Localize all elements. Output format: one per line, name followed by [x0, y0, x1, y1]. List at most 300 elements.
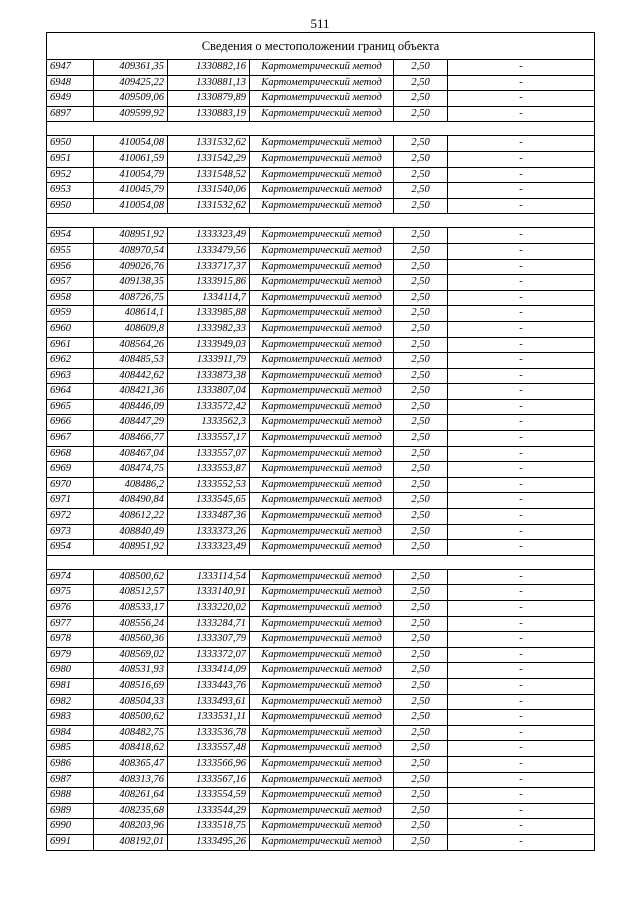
- table-row: [47, 243, 595, 259]
- point-number-cell: 6951: [47, 151, 94, 167]
- y-coordinate-cell: 1333553,87: [168, 462, 250, 478]
- y-coordinate-cell: 1330881,13: [168, 75, 250, 91]
- y-coordinate-cell: 1330879,89: [168, 91, 250, 107]
- point-number-cell: 6986: [47, 756, 94, 772]
- x-coordinate-cell: 410045,79: [94, 183, 168, 199]
- description-cell: -: [448, 710, 595, 726]
- x-coordinate-cell: 408482,75: [94, 725, 168, 741]
- method-cell: Картометрический метод: [250, 290, 394, 306]
- y-coordinate-cell: 1333807,04: [168, 384, 250, 400]
- x-coordinate-cell: 408421,36: [94, 384, 168, 400]
- x-coordinate-cell: 408614,1: [94, 306, 168, 322]
- method-cell: Картометрический метод: [250, 741, 394, 757]
- y-coordinate-cell: 1333567,16: [168, 772, 250, 788]
- precision-cell: 2,50: [394, 399, 448, 415]
- description-cell: -: [448, 151, 595, 167]
- table-row: [47, 678, 595, 694]
- description-cell: -: [448, 725, 595, 741]
- y-coordinate-cell: 1333552,53: [168, 477, 250, 493]
- y-coordinate-cell: 1333911,79: [168, 353, 250, 369]
- point-number-cell: 6963: [47, 368, 94, 384]
- table-row: [47, 663, 595, 679]
- table-row: [47, 756, 595, 772]
- y-coordinate-cell: 1333572,42: [168, 399, 250, 415]
- description-cell: -: [448, 601, 595, 617]
- method-cell: Картометрический метод: [250, 678, 394, 694]
- description-cell: -: [448, 167, 595, 183]
- y-coordinate-cell: 1333544,29: [168, 803, 250, 819]
- method-cell: Картометрический метод: [250, 819, 394, 835]
- precision-cell: 2,50: [394, 321, 448, 337]
- method-cell: Картометрический метод: [250, 493, 394, 509]
- method-cell: Картометрический метод: [250, 663, 394, 679]
- table-row: [47, 259, 595, 275]
- table-row: [47, 788, 595, 804]
- precision-cell: 2,50: [394, 477, 448, 493]
- description-cell: -: [448, 663, 595, 679]
- description-cell: -: [448, 819, 595, 835]
- x-coordinate-cell: 408486,2: [94, 477, 168, 493]
- precision-cell: 2,50: [394, 524, 448, 540]
- table-row: [47, 290, 595, 306]
- method-cell: Картометрический метод: [250, 803, 394, 819]
- table-row: [47, 368, 595, 384]
- table-row: [47, 741, 595, 757]
- precision-cell: 2,50: [394, 275, 448, 291]
- y-coordinate-cell: 1333495,26: [168, 834, 250, 850]
- table-row: [47, 306, 595, 322]
- y-coordinate-cell: 1333949,03: [168, 337, 250, 353]
- point-number-cell: 6979: [47, 647, 94, 663]
- y-coordinate-cell: 1333323,49: [168, 540, 250, 556]
- precision-cell: 2,50: [394, 431, 448, 447]
- y-coordinate-cell: 1331540,06: [168, 183, 250, 199]
- point-number-cell: 6972: [47, 509, 94, 525]
- precision-cell: 2,50: [394, 462, 448, 478]
- description-cell: -: [448, 106, 595, 122]
- point-number-cell: 6977: [47, 616, 94, 632]
- x-coordinate-cell: 408500,62: [94, 710, 168, 726]
- x-coordinate-cell: 408609,8: [94, 321, 168, 337]
- table-row: [47, 151, 595, 167]
- group-separator-cell: [47, 214, 595, 228]
- y-coordinate-cell: 1333557,17: [168, 431, 250, 447]
- table-row: [47, 337, 595, 353]
- precision-cell: 2,50: [394, 741, 448, 757]
- precision-cell: 2,50: [394, 788, 448, 804]
- precision-cell: 2,50: [394, 585, 448, 601]
- table-row: [47, 524, 595, 540]
- y-coordinate-cell: 1333373,26: [168, 524, 250, 540]
- table-row: [47, 384, 595, 400]
- x-coordinate-cell: 408512,57: [94, 585, 168, 601]
- point-number-cell: 6897: [47, 106, 94, 122]
- group-separator-row: [47, 122, 595, 136]
- description-cell: -: [448, 415, 595, 431]
- x-coordinate-cell: 408313,76: [94, 772, 168, 788]
- precision-cell: 2,50: [394, 601, 448, 617]
- y-coordinate-cell: 1330882,16: [168, 60, 250, 76]
- x-coordinate-cell: 408466,77: [94, 431, 168, 447]
- description-cell: -: [448, 524, 595, 540]
- description-cell: -: [448, 384, 595, 400]
- precision-cell: 2,50: [394, 228, 448, 244]
- description-cell: -: [448, 368, 595, 384]
- point-number-cell: 6959: [47, 306, 94, 322]
- precision-cell: 2,50: [394, 632, 448, 648]
- precision-cell: 2,50: [394, 353, 448, 369]
- method-cell: Картометрический метод: [250, 259, 394, 275]
- table-row: [47, 446, 595, 462]
- x-coordinate-cell: 410054,08: [94, 198, 168, 214]
- x-coordinate-cell: 408446,09: [94, 399, 168, 415]
- y-coordinate-cell: 1333372,07: [168, 647, 250, 663]
- method-cell: Картометрический метод: [250, 772, 394, 788]
- y-coordinate-cell: 1333717,37: [168, 259, 250, 275]
- x-coordinate-cell: 408261,64: [94, 788, 168, 804]
- description-cell: -: [448, 60, 595, 76]
- precision-cell: 2,50: [394, 803, 448, 819]
- table-row: [47, 183, 595, 199]
- precision-cell: 2,50: [394, 368, 448, 384]
- x-coordinate-cell: 410054,08: [94, 136, 168, 152]
- table-row: [47, 321, 595, 337]
- y-coordinate-cell: 1333557,48: [168, 741, 250, 757]
- description-cell: -: [448, 228, 595, 244]
- table-row: [47, 353, 595, 369]
- point-number-cell: 6964: [47, 384, 94, 400]
- x-coordinate-cell: 408485,53: [94, 353, 168, 369]
- table-row: [47, 106, 595, 122]
- description-cell: -: [448, 462, 595, 478]
- table-row: [47, 616, 595, 632]
- method-cell: Картометрический метод: [250, 306, 394, 322]
- table-row: [47, 275, 595, 291]
- table-row: [47, 540, 595, 556]
- point-number-cell: 6978: [47, 632, 94, 648]
- precision-cell: 2,50: [394, 259, 448, 275]
- x-coordinate-cell: 408365,47: [94, 756, 168, 772]
- precision-cell: 2,50: [394, 306, 448, 322]
- precision-cell: 2,50: [394, 337, 448, 353]
- table-title: Сведения о местоположении границ объекта: [47, 33, 595, 60]
- x-coordinate-cell: 408490,84: [94, 493, 168, 509]
- x-coordinate-cell: 410054,79: [94, 167, 168, 183]
- precision-cell: 2,50: [394, 710, 448, 726]
- point-number-cell: 6962: [47, 353, 94, 369]
- description-cell: -: [448, 183, 595, 199]
- x-coordinate-cell: 408447,29: [94, 415, 168, 431]
- precision-cell: 2,50: [394, 772, 448, 788]
- x-coordinate-cell: 409425,22: [94, 75, 168, 91]
- precision-cell: 2,50: [394, 819, 448, 835]
- method-cell: Картометрический метод: [250, 415, 394, 431]
- table-row: [47, 694, 595, 710]
- precision-cell: 2,50: [394, 415, 448, 431]
- precision-cell: 2,50: [394, 569, 448, 585]
- description-cell: -: [448, 431, 595, 447]
- precision-cell: 2,50: [394, 678, 448, 694]
- point-number-cell: 6980: [47, 663, 94, 679]
- precision-cell: 2,50: [394, 243, 448, 259]
- method-cell: Картометрический метод: [250, 509, 394, 525]
- method-cell: Картометрический метод: [250, 321, 394, 337]
- description-cell: -: [448, 290, 595, 306]
- precision-cell: 2,50: [394, 290, 448, 306]
- method-cell: Картометрический метод: [250, 616, 394, 632]
- table-row: [47, 477, 595, 493]
- x-coordinate-cell: 408442,62: [94, 368, 168, 384]
- point-number-cell: 6971: [47, 493, 94, 509]
- table-row: [47, 399, 595, 415]
- method-cell: Картометрический метод: [250, 275, 394, 291]
- x-coordinate-cell: 409361,35: [94, 60, 168, 76]
- x-coordinate-cell: 409599,92: [94, 106, 168, 122]
- table-row: [47, 431, 595, 447]
- table-row: [47, 772, 595, 788]
- table-row: [47, 91, 595, 107]
- page-number: 511: [310, 16, 330, 31]
- table-row: [47, 710, 595, 726]
- x-coordinate-cell: 408474,75: [94, 462, 168, 478]
- point-number-cell: 6988: [47, 788, 94, 804]
- description-cell: -: [448, 259, 595, 275]
- x-coordinate-cell: 408533,17: [94, 601, 168, 617]
- method-cell: Картометрический метод: [250, 725, 394, 741]
- y-coordinate-cell: 1333518,75: [168, 819, 250, 835]
- y-coordinate-cell: 1333140,91: [168, 585, 250, 601]
- method-cell: Картометрический метод: [250, 136, 394, 152]
- method-cell: Картометрический метод: [250, 585, 394, 601]
- method-cell: Картометрический метод: [250, 353, 394, 369]
- method-cell: Картометрический метод: [250, 243, 394, 259]
- table-row: [47, 725, 595, 741]
- table-body: [47, 33, 595, 851]
- y-coordinate-cell: 1333982,33: [168, 321, 250, 337]
- description-cell: -: [448, 306, 595, 322]
- point-number-cell: 6984: [47, 725, 94, 741]
- x-coordinate-cell: 408612,22: [94, 509, 168, 525]
- x-coordinate-cell: 408235,68: [94, 803, 168, 819]
- point-number-cell: 6969: [47, 462, 94, 478]
- method-cell: Картометрический метод: [250, 788, 394, 804]
- y-coordinate-cell: 1333414,09: [168, 663, 250, 679]
- y-coordinate-cell: 1333479,56: [168, 243, 250, 259]
- point-number-cell: 6947: [47, 60, 94, 76]
- point-number-cell: 6974: [47, 569, 94, 585]
- y-coordinate-cell: 1333873,38: [168, 368, 250, 384]
- point-number-cell: 6950: [47, 198, 94, 214]
- method-cell: Картометрический метод: [250, 368, 394, 384]
- table-row: [47, 803, 595, 819]
- description-cell: -: [448, 678, 595, 694]
- method-cell: Картометрический метод: [250, 91, 394, 107]
- x-coordinate-cell: 408192,01: [94, 834, 168, 850]
- y-coordinate-cell: 1330883,19: [168, 106, 250, 122]
- description-cell: -: [448, 198, 595, 214]
- description-cell: -: [448, 75, 595, 91]
- y-coordinate-cell: 1331532,62: [168, 136, 250, 152]
- description-cell: -: [448, 616, 595, 632]
- table-row: [47, 569, 595, 585]
- method-cell: Картометрический метод: [250, 228, 394, 244]
- precision-cell: 2,50: [394, 663, 448, 679]
- method-cell: Картометрический метод: [250, 540, 394, 556]
- precision-cell: 2,50: [394, 106, 448, 122]
- x-coordinate-cell: 408500,62: [94, 569, 168, 585]
- point-number-cell: 6953: [47, 183, 94, 199]
- precision-cell: 2,50: [394, 446, 448, 462]
- description-cell: -: [448, 243, 595, 259]
- table-row: [47, 819, 595, 835]
- description-cell: -: [448, 632, 595, 648]
- y-coordinate-cell: 1333307,79: [168, 632, 250, 648]
- x-coordinate-cell: 408556,24: [94, 616, 168, 632]
- point-number-cell: 6970: [47, 477, 94, 493]
- x-coordinate-cell: 408467,04: [94, 446, 168, 462]
- description-cell: -: [448, 788, 595, 804]
- description-cell: -: [448, 446, 595, 462]
- x-coordinate-cell: 408726,75: [94, 290, 168, 306]
- x-coordinate-cell: 408203,96: [94, 819, 168, 835]
- precision-cell: 2,50: [394, 509, 448, 525]
- point-number-cell: 6957: [47, 275, 94, 291]
- x-coordinate-cell: 409138,35: [94, 275, 168, 291]
- description-cell: -: [448, 477, 595, 493]
- description-cell: -: [448, 756, 595, 772]
- point-number-cell: 6991: [47, 834, 94, 850]
- table-row: [47, 75, 595, 91]
- method-cell: Картометрический метод: [250, 569, 394, 585]
- precision-cell: 2,50: [394, 60, 448, 76]
- description-cell: -: [448, 772, 595, 788]
- method-cell: Картометрический метод: [250, 337, 394, 353]
- point-number-cell: 6950: [47, 136, 94, 152]
- x-coordinate-cell: 408951,92: [94, 228, 168, 244]
- table-row: [47, 228, 595, 244]
- method-cell: Картометрический метод: [250, 694, 394, 710]
- precision-cell: 2,50: [394, 91, 448, 107]
- table-row: [47, 198, 595, 214]
- method-cell: Картометрический метод: [250, 198, 394, 214]
- description-cell: -: [448, 647, 595, 663]
- description-cell: -: [448, 569, 595, 585]
- point-number-cell: 6990: [47, 819, 94, 835]
- y-coordinate-cell: 1331542,29: [168, 151, 250, 167]
- precision-cell: 2,50: [394, 725, 448, 741]
- point-number-cell: 6985: [47, 741, 94, 757]
- point-number-cell: 6989: [47, 803, 94, 819]
- precision-cell: 2,50: [394, 183, 448, 199]
- x-coordinate-cell: 408564,26: [94, 337, 168, 353]
- point-number-cell: 6968: [47, 446, 94, 462]
- table-row: [47, 509, 595, 525]
- y-coordinate-cell: 1333985,88: [168, 306, 250, 322]
- y-coordinate-cell: 1334114,7: [168, 290, 250, 306]
- x-coordinate-cell: 408516,69: [94, 678, 168, 694]
- description-cell: -: [448, 136, 595, 152]
- method-cell: Картометрический метод: [250, 834, 394, 850]
- y-coordinate-cell: 1333114,54: [168, 569, 250, 585]
- method-cell: Картометрический метод: [250, 756, 394, 772]
- description-cell: -: [448, 353, 595, 369]
- point-number-cell: 6954: [47, 228, 94, 244]
- y-coordinate-cell: 1333487,36: [168, 509, 250, 525]
- y-coordinate-cell: 1333562,3: [168, 415, 250, 431]
- method-cell: Картометрический метод: [250, 524, 394, 540]
- table-row: [47, 585, 595, 601]
- x-coordinate-cell: 408970,54: [94, 243, 168, 259]
- precision-cell: 2,50: [394, 694, 448, 710]
- method-cell: Картометрический метод: [250, 462, 394, 478]
- table-row: [47, 136, 595, 152]
- y-coordinate-cell: 1331532,62: [168, 198, 250, 214]
- y-coordinate-cell: 1333220,02: [168, 601, 250, 617]
- precision-cell: 2,50: [394, 647, 448, 663]
- method-cell: Картометрический метод: [250, 106, 394, 122]
- point-number-cell: 6983: [47, 710, 94, 726]
- table-row: [47, 601, 595, 617]
- y-coordinate-cell: 1333566,96: [168, 756, 250, 772]
- description-cell: -: [448, 493, 595, 509]
- point-number-cell: 6976: [47, 601, 94, 617]
- method-cell: Картометрический метод: [250, 384, 394, 400]
- method-cell: Картометрический метод: [250, 710, 394, 726]
- point-number-cell: 6952: [47, 167, 94, 183]
- y-coordinate-cell: 1333493,61: [168, 694, 250, 710]
- table-row: [47, 462, 595, 478]
- y-coordinate-cell: 1333284,71: [168, 616, 250, 632]
- x-coordinate-cell: 410061,59: [94, 151, 168, 167]
- point-number-cell: 6948: [47, 75, 94, 91]
- x-coordinate-cell: 408418,62: [94, 741, 168, 757]
- point-number-cell: 6960: [47, 321, 94, 337]
- precision-cell: 2,50: [394, 834, 448, 850]
- table-title-row: [47, 33, 595, 60]
- x-coordinate-cell: 409509,06: [94, 91, 168, 107]
- method-cell: Картометрический метод: [250, 399, 394, 415]
- y-coordinate-cell: 1331548,52: [168, 167, 250, 183]
- x-coordinate-cell: 409026,76: [94, 259, 168, 275]
- point-number-cell: 6965: [47, 399, 94, 415]
- method-cell: Картометрический метод: [250, 183, 394, 199]
- method-cell: Картометрический метод: [250, 75, 394, 91]
- description-cell: -: [448, 91, 595, 107]
- precision-cell: 2,50: [394, 384, 448, 400]
- table-row: [47, 60, 595, 76]
- table-row: [47, 167, 595, 183]
- precision-cell: 2,50: [394, 75, 448, 91]
- description-cell: -: [448, 509, 595, 525]
- point-number-cell: 6958: [47, 290, 94, 306]
- table-row: [47, 632, 595, 648]
- precision-cell: 2,50: [394, 540, 448, 556]
- y-coordinate-cell: 1333443,76: [168, 678, 250, 694]
- method-cell: Картометрический метод: [250, 60, 394, 76]
- description-cell: -: [448, 321, 595, 337]
- description-cell: -: [448, 275, 595, 291]
- precision-cell: 2,50: [394, 151, 448, 167]
- description-cell: -: [448, 399, 595, 415]
- point-number-cell: 6982: [47, 694, 94, 710]
- y-coordinate-cell: 1333536,78: [168, 725, 250, 741]
- x-coordinate-cell: 408840,49: [94, 524, 168, 540]
- precision-cell: 2,50: [394, 167, 448, 183]
- description-cell: -: [448, 540, 595, 556]
- point-number-cell: 6973: [47, 524, 94, 540]
- table-row: [47, 834, 595, 850]
- y-coordinate-cell: 1333531,11: [168, 710, 250, 726]
